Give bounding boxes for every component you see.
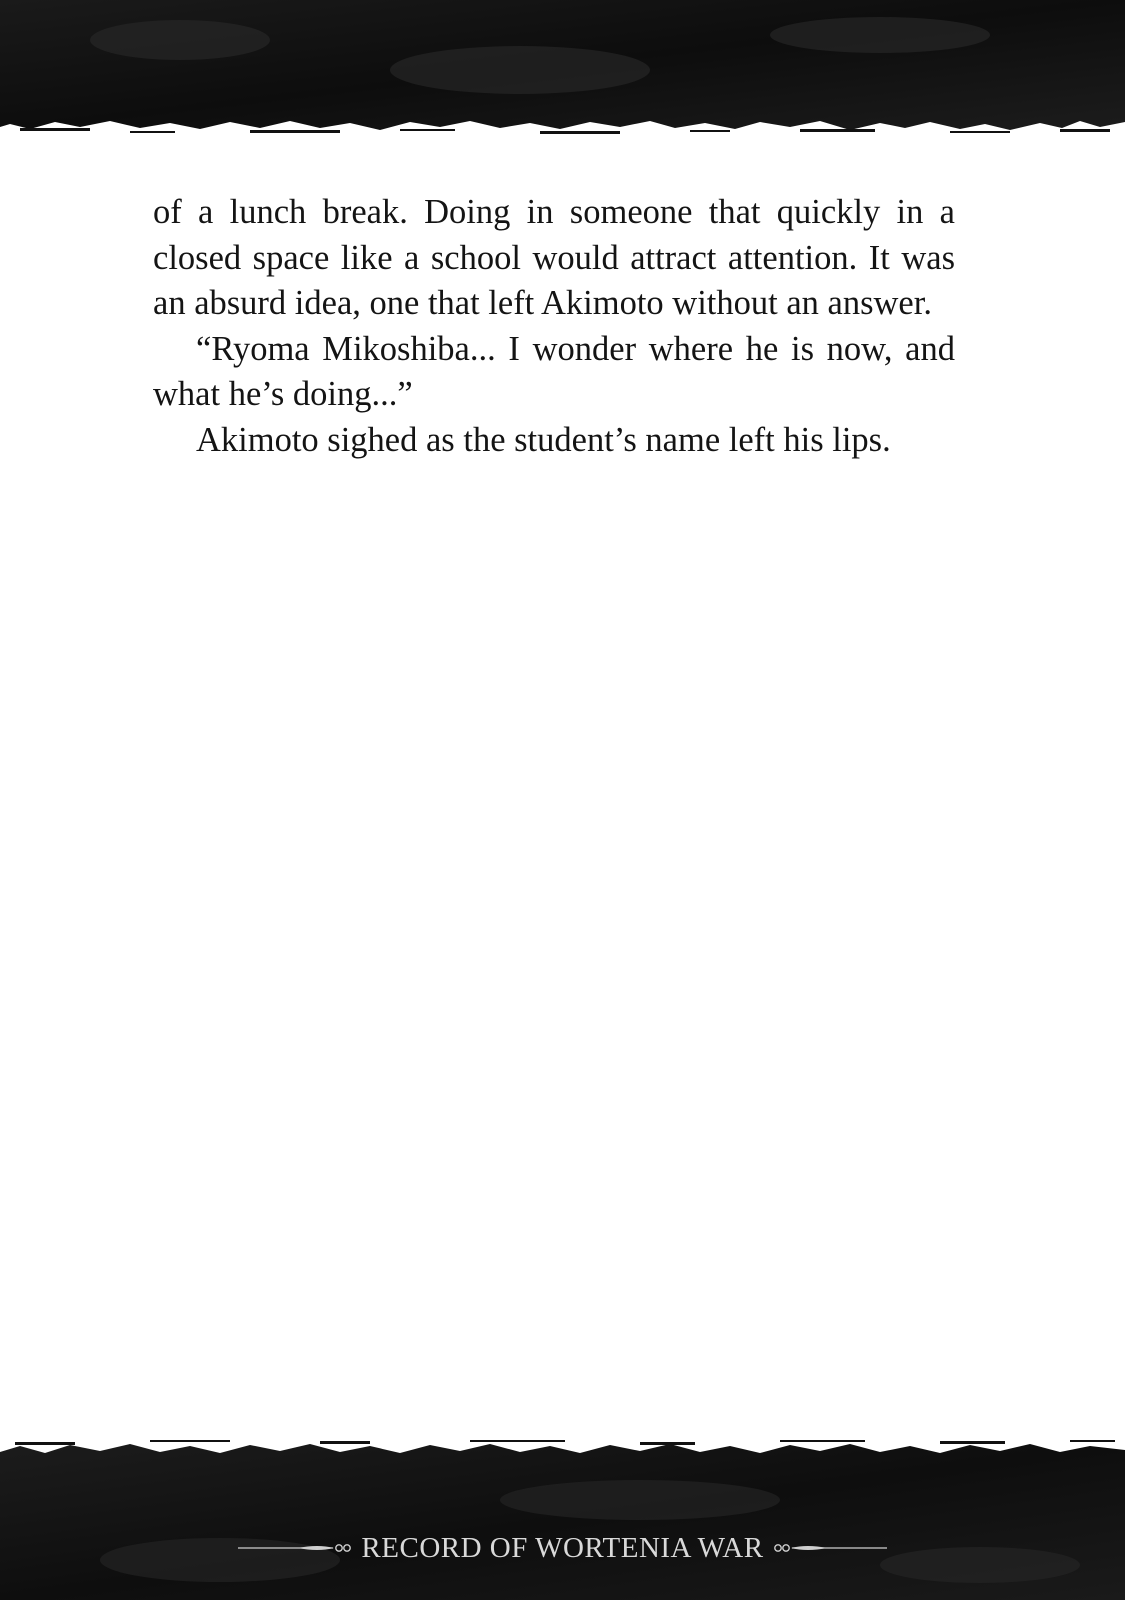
right-flourish-icon — [772, 1538, 887, 1558]
left-flourish-icon — [238, 1538, 353, 1558]
paragraph-2: “Ryoma Mikoshiba... I wonder where he is now, and what he’s doing...” — [153, 329, 955, 413]
paragraph-3: Akimoto sighed as the student’s name left his lips. — [196, 420, 891, 459]
body-text — [153, 190, 955, 463]
footer-series-title — [0, 1528, 1125, 1568]
series-title: RECORD OF WORTENIA WAR — [361, 1531, 764, 1564]
bottom-ink-band — [0, 1440, 1125, 1600]
top-ink-band — [0, 0, 1125, 150]
paragraph-1: of a lunch break. Doing in someone that quickly in a closed space like a school would attract attention. It was an absurd idea, one that left Akimoto without an answer. — [153, 193, 955, 322]
